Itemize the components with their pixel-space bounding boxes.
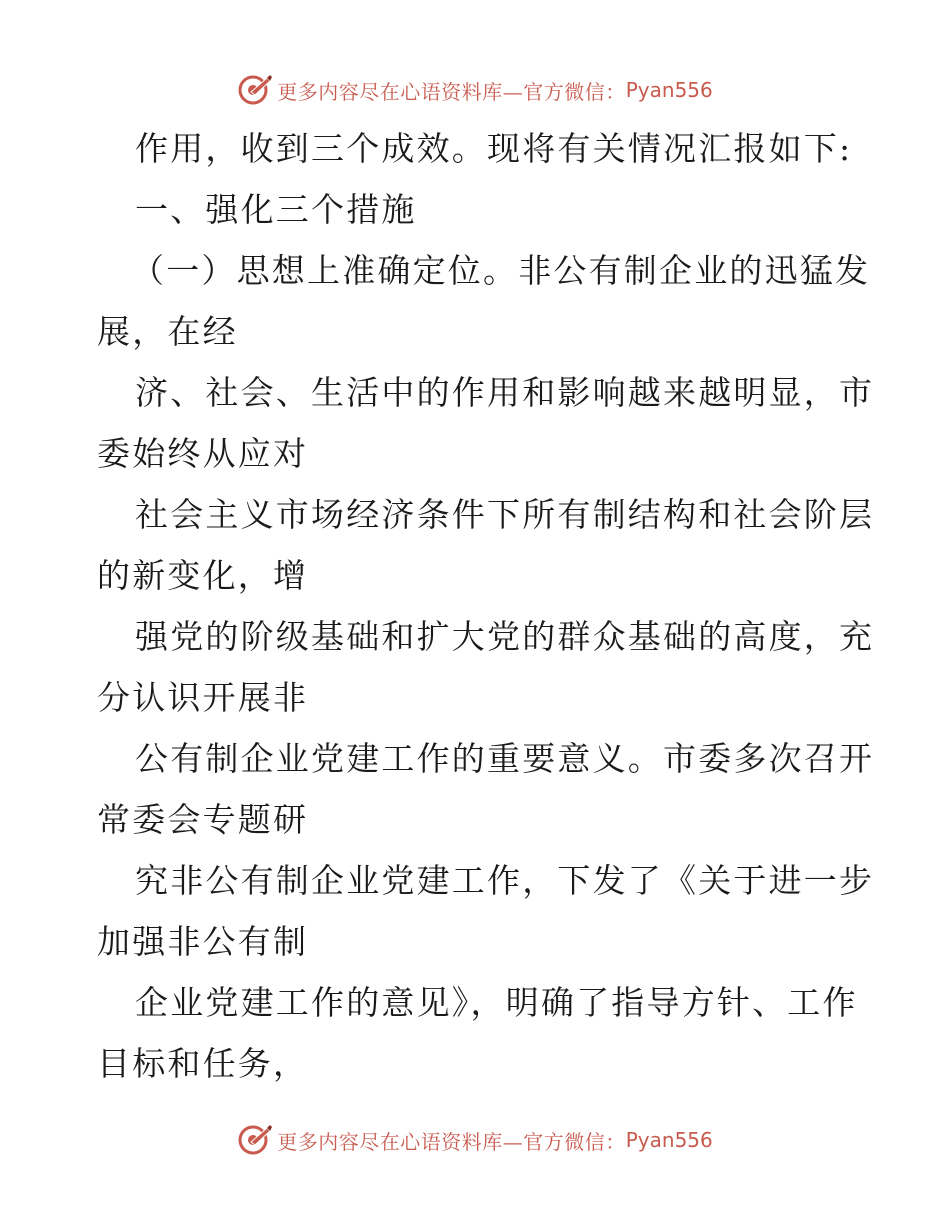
text-line: 公有制企业党建工作的重要意义。市委多次召开 (135, 739, 875, 778)
footer-watermark (0, 1120, 950, 1160)
text-line: 作用，收到三个成效。现将有关情况汇报如下: (135, 129, 853, 168)
text-line: 分认识开展非 (97, 678, 309, 717)
pen-logo-icon (237, 72, 273, 108)
document-body (97, 118, 875, 1094)
text-line: 目标和任务， (97, 1044, 309, 1083)
text-line: 的新变化，增 (97, 556, 309, 595)
header-watermark (0, 70, 950, 110)
text-line: （一）思想上准确定位。非公有制企业的迅猛发 (131, 251, 871, 290)
text-line: 济、社会、生活中的作用和影响越来越明显，市 (135, 373, 875, 412)
watermark-wechat-id: Pyan556 (625, 78, 713, 102)
watermark-text: 更多内容尽在心语资料库—官方微信： (277, 1129, 626, 1154)
watermark-wechat-id: Pyan556 (625, 1128, 713, 1152)
text-line: 委始终从应对 (97, 434, 309, 473)
text-line: 企业党建工作的意见》，明确了指导方针、工作 (135, 983, 858, 1022)
text-line: 加强非公有制 (97, 922, 309, 961)
watermark-text: 更多内容尽在心语资料库—官方微信： (277, 79, 626, 104)
text-line: 强党的阶级基础和扩大党的群众基础的高度，充 (135, 617, 875, 656)
text-line: 究非公有制企业党建工作，下发了《关于进一步 (135, 861, 875, 900)
text-line: 常委会专题研 (97, 800, 309, 839)
pen-logo-icon (237, 1122, 273, 1158)
text-line: 展，在经 (97, 312, 238, 351)
text-line: 社会主义市场经济条件下所有制结构和社会阶层 (135, 495, 875, 534)
text-line: 一、强化三个措施 (135, 190, 417, 229)
